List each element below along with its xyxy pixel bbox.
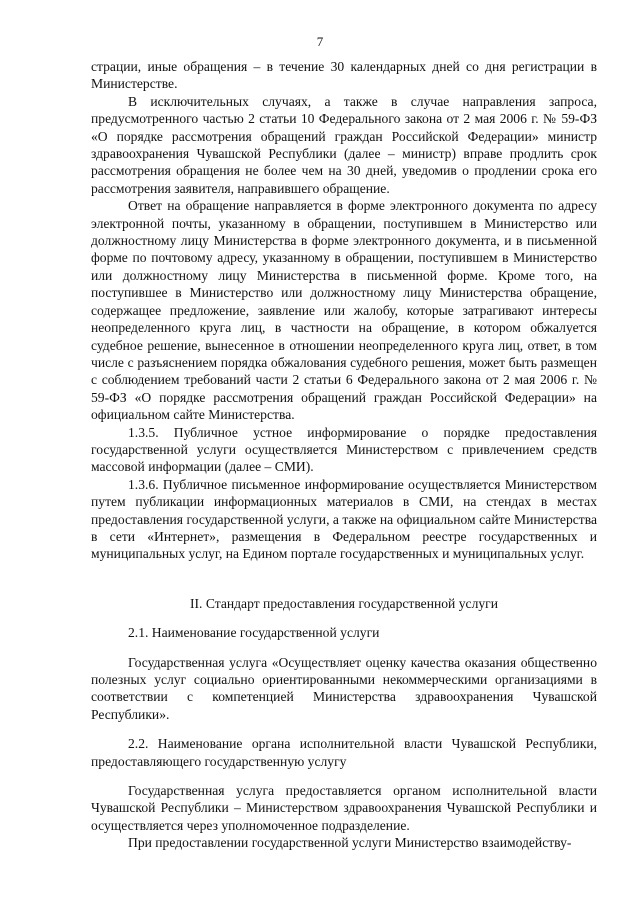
section-title: II. Стандарт предоставления государственной услуги	[189, 595, 498, 611]
spacer	[91, 723, 597, 735]
spacer	[91, 563, 597, 589]
paragraph-continuation: страции, иные обращения – в течение 30 календарных дней со дня регистрации в Министерстве.	[91, 59, 597, 92]
subhead-2-2: 2.2. Наименование органа исполнительной власти Чувашской Республики, предоставляющего государственную услугу	[91, 736, 597, 769]
paragraph-2-2-b: При предоставлении государственной услуги Министерство взаимодейству-	[128, 835, 572, 851]
paragraph-response-form: Ответ на обращение направляется в форме электронного документа по адресу электронной почты, указанному в обращении, поступившем в Министерство или должностному лицу Министерства в форме электронного документа, и в письменной форме по почтовому адресу, указанному в обращении, поступившем в Министерство или должностному лицу Министерства в письменной форме. Кроме того, на поступившее в Министерство или должностному лицу Министерства обращение, содержащее предложение, заявление или жалобу, которые затрагивают интересы неопределенного круга лиц, в частности на обращение, в котором обжалуется судебное решение, вынесенное в отношении неопределенного круга лиц, ответ, в том числе с разъяснением порядка обжалования судебного решения, может быть размещен с соблюдением требований части 2 статьи 6 Федерального закона от 2 мая 2006 г. № 59-ФЗ «О порядке рассмотрения обращений граждан Российской Федерации» на официальном сайте Министерства.	[91, 198, 597, 423]
spacer	[91, 612, 597, 624]
paragraph-2-1: Государственная услуга «Осуществляет оценку качества оказания общественно полезных услуг социально ориентированными некоммерческими организациями в соответствии с компетенцией Министерства здравоохранения Чувашской Республики».	[91, 654, 597, 722]
page-number: 7	[316, 34, 324, 49]
spacer	[91, 642, 597, 654]
paragraph-extension-term: В исключительных случаях, а также в случае направления запроса, предусмотренного частью 2 статьи 10 Федерального закона от 2 мая 2006 г. № 59-ФЗ «О порядке рассмотрения обращений граждан Российской Федерации» министр здравоохранения Чувашской Республики (далее – министр) вправе продлить срок рассмотрения обращения не более чем на 30 дней, уведомив о продлении срока его рассмотрения заявителя, направившего обращение.	[91, 93, 597, 196]
document-body	[91, 58, 597, 852]
spacer	[91, 770, 597, 782]
paragraph-1-3-5: 1.3.5. Публичное устное информирование о порядке предоставления государственной услуги осуществляется Министерством с привлечением средств массовой информации (далее – СМИ).	[91, 424, 597, 475]
paragraph-1-3-6: 1.3.6. Публичное письменное информирование осуществляется Министерством путем публикации информационных материалов в СМИ, на стендах в местах предоставления государственной услуги, а также на официальном сайте Министерства в сети «Интернет», размещения в Федеральном реестре государственных и муниципальных услуг, на Едином портале государственных и муниципальных услуг.	[91, 476, 597, 562]
paragraph-2-2-a: Государственная услуга предоставляется органом исполнительной власти Чувашской Республики – Министерством здравоохранения Чувашской Республики и осуществляется через уполномоченное подразделение.	[91, 783, 597, 833]
subhead-2-1: 2.1. Наименование государственной услуги	[128, 625, 380, 641]
